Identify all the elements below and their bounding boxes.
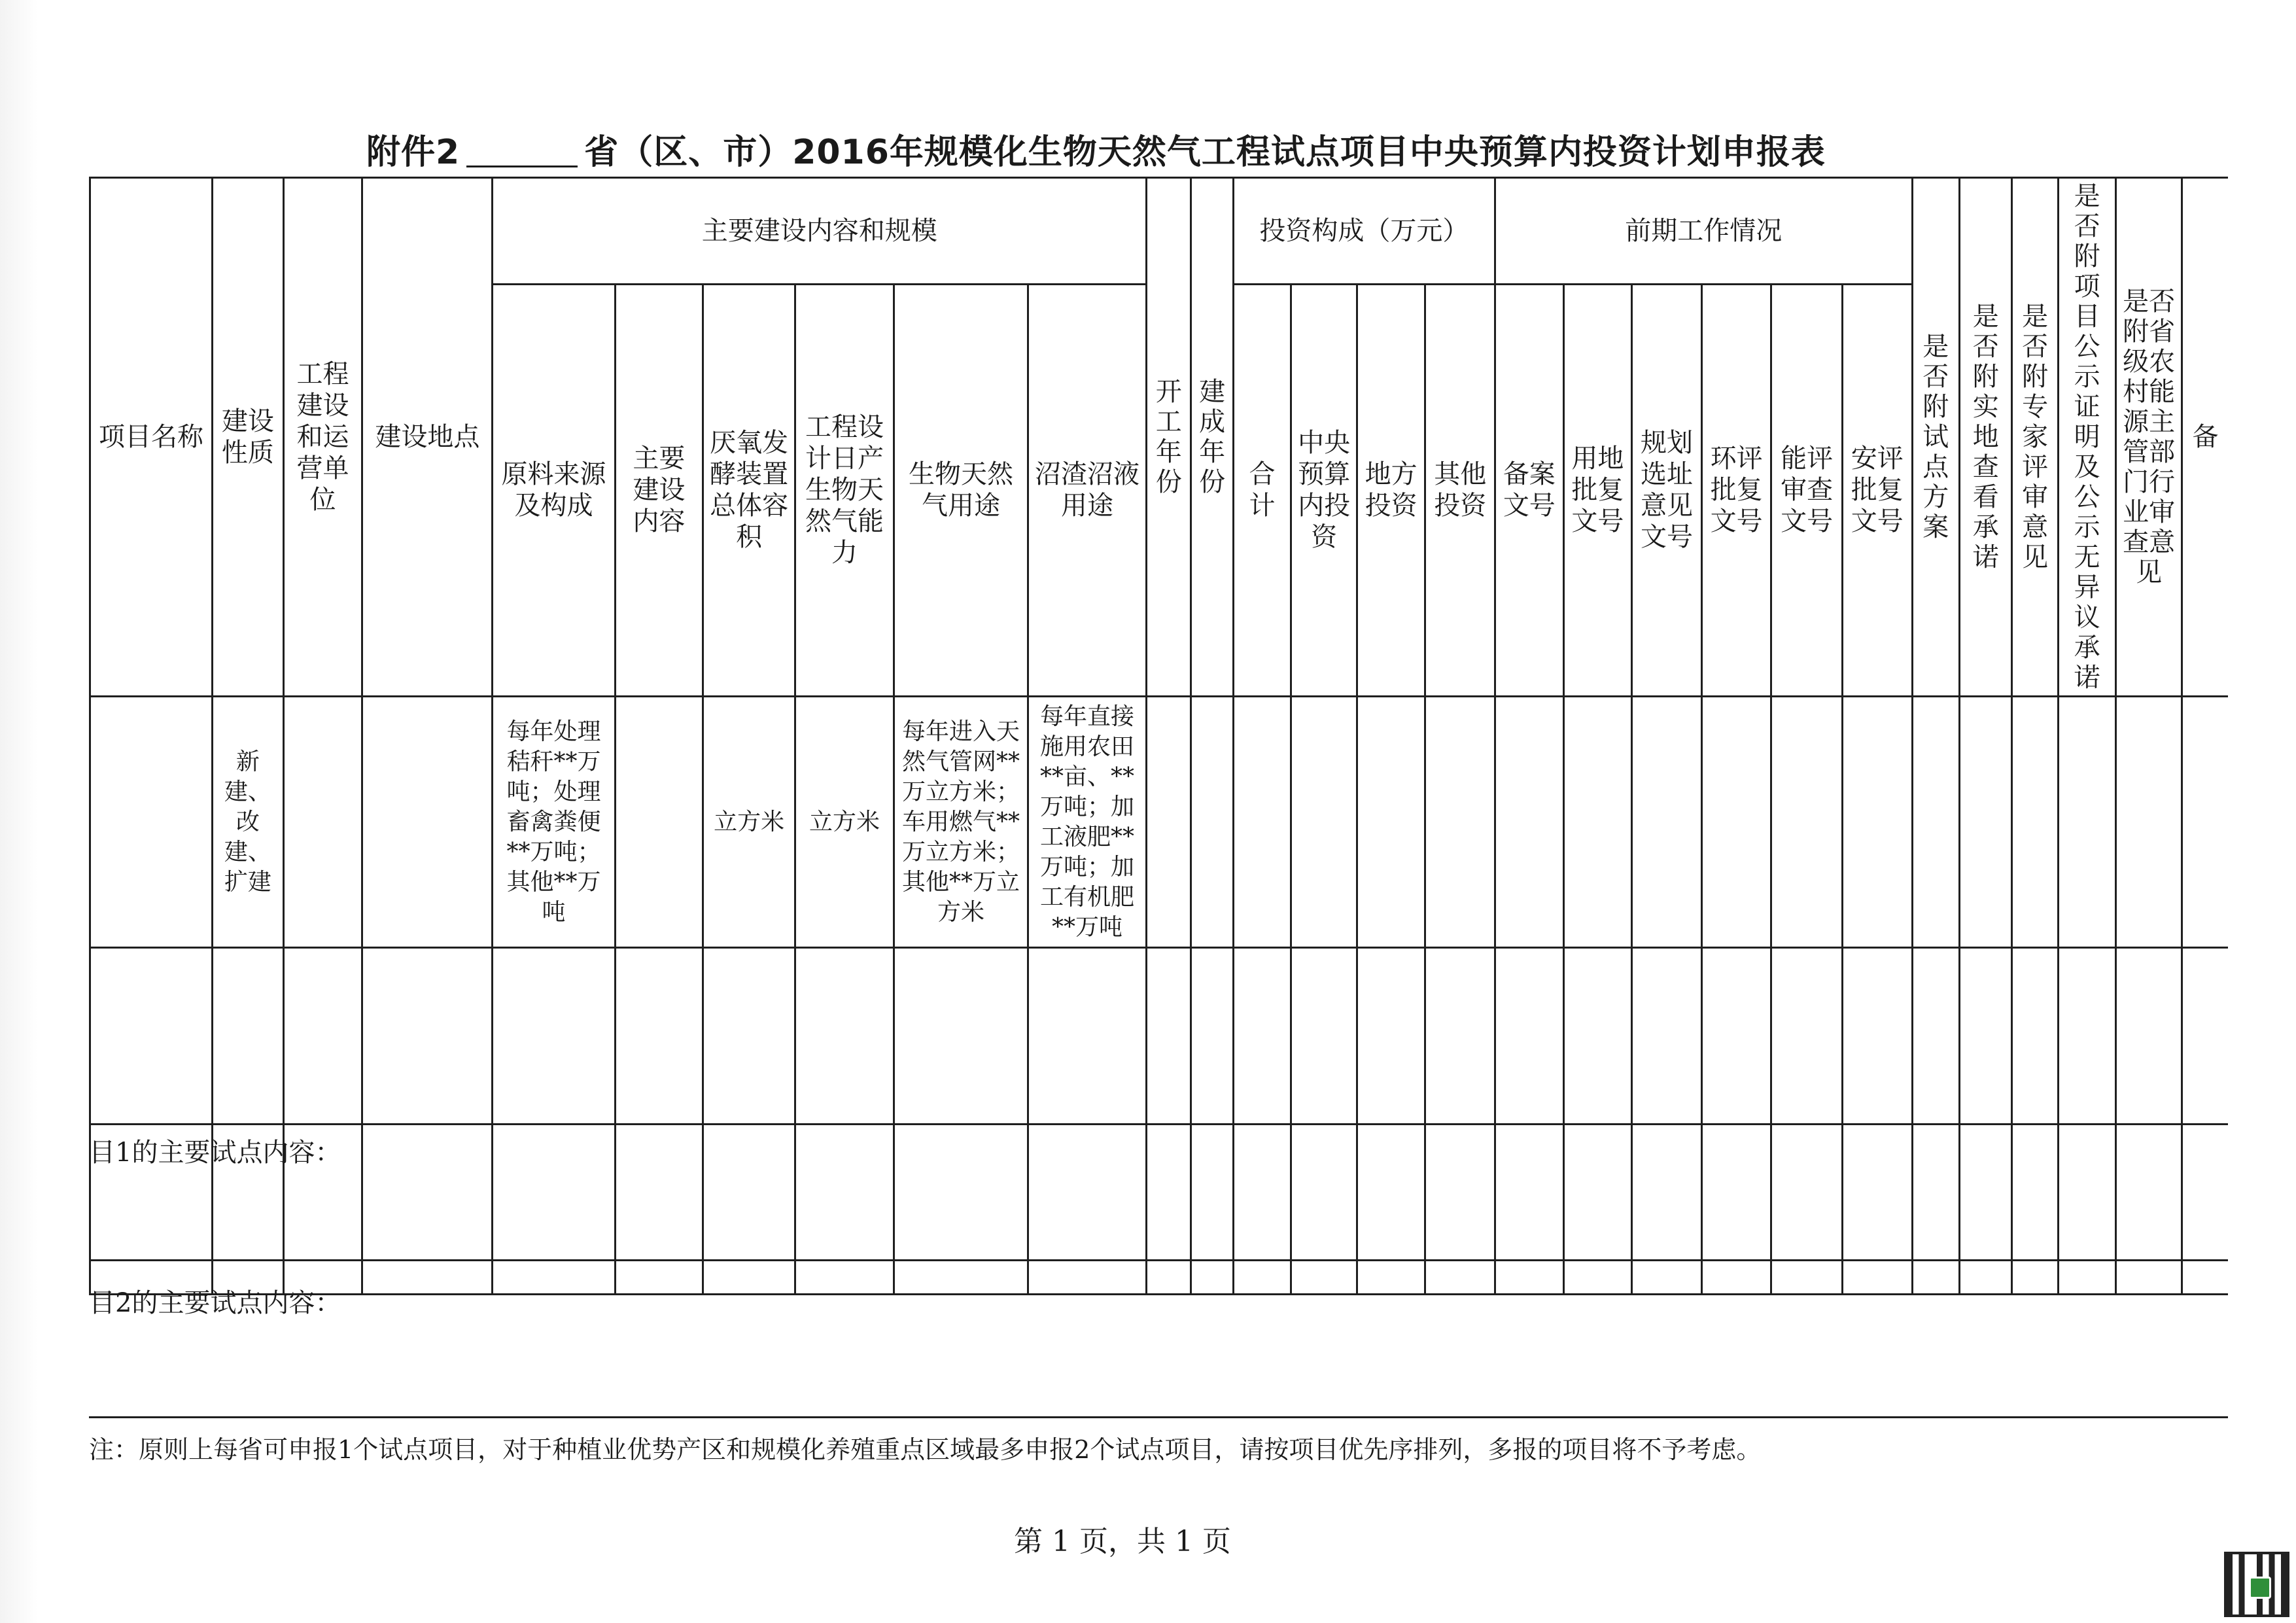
header-residue-use: 沼渣沼液用途 xyxy=(1028,284,1147,696)
cell-empty xyxy=(1357,697,1425,948)
cell-empty xyxy=(703,1125,795,1295)
cell-empty xyxy=(2116,948,2182,1125)
header-location: 建设地点 xyxy=(362,178,493,697)
cell-empty xyxy=(1147,948,1191,1125)
cell-empty xyxy=(2058,948,2116,1125)
header-construction-nature: 建设性质 xyxy=(213,178,284,697)
cell-empty xyxy=(1495,948,1564,1125)
application-table xyxy=(89,177,2228,1295)
cell-empty xyxy=(1191,948,1233,1125)
cell-empty xyxy=(1632,1125,1702,1295)
cell-empty xyxy=(1233,697,1291,948)
divider xyxy=(89,1259,2228,1261)
cell-main-content xyxy=(615,697,703,948)
header-site-check: 是否附实地查看承诺 xyxy=(1959,178,2011,697)
cell-raw-material: 每年处理秸秆**万吨；处理畜禽粪便**万吨；其他**万吨 xyxy=(493,697,615,948)
cell-empty xyxy=(2058,697,2116,948)
header-filing: 备案文号 xyxy=(1495,284,1564,696)
title-main: 省（区、市）2016年规模化生物天然气工程试点项目中央预算内投资计划申报表 xyxy=(584,133,1826,172)
cell-empty xyxy=(1842,1125,1912,1295)
cell-empty xyxy=(894,948,1028,1125)
cell-empty xyxy=(1912,697,1959,948)
header-pilot-plan: 是否附试点方案 xyxy=(1912,178,1959,697)
cell-biogas-use: 每年进入天然气管网**万立方米；车用燃气**万立方米；其他**万立方米 xyxy=(894,697,1028,948)
header-eia: 环评批复文号 xyxy=(1701,284,1771,696)
qr-code-icon xyxy=(2224,1552,2289,1617)
cell-empty xyxy=(213,948,284,1125)
cell-empty xyxy=(1563,697,1632,948)
header-provincial-review: 是否附省级农村能源主管部门行业审查意见 xyxy=(2116,178,2182,697)
cell-empty xyxy=(1147,697,1191,948)
project1-pilot-content: 目1的主要试点内容： xyxy=(89,1138,341,1168)
cell-empty xyxy=(1425,697,1495,948)
divider xyxy=(89,1416,2228,1418)
cell-empty xyxy=(2182,1125,2228,1295)
cell-empty xyxy=(362,1125,493,1295)
header-total: 合计 xyxy=(1233,284,1291,696)
cell-empty xyxy=(615,948,703,1125)
header-investment-group: 投资构成（万元） xyxy=(1233,178,1495,285)
cell-empty xyxy=(1028,1125,1147,1295)
cell-empty xyxy=(1912,1125,1959,1295)
cell-empty xyxy=(2116,697,2182,948)
cell-empty xyxy=(493,1125,615,1295)
cell-empty xyxy=(362,948,493,1125)
header-main-content: 主要建设内容 xyxy=(615,284,703,696)
cell-empty xyxy=(1291,697,1357,948)
header-local: 地方投资 xyxy=(1357,284,1425,696)
cell-project-name xyxy=(90,697,213,948)
header-project-name: 项目名称 xyxy=(90,178,213,697)
cell-empty xyxy=(1147,1125,1191,1295)
header-remarks: 备 xyxy=(2182,178,2228,697)
cell-empty xyxy=(795,1125,894,1295)
cell-empty xyxy=(283,948,362,1125)
header-raw-material: 原料来源及构成 xyxy=(493,284,615,696)
header-publicity: 是否附项目公示证明及公示无异议承诺 xyxy=(2058,178,2116,697)
cell-empty xyxy=(2116,1125,2182,1295)
project2-pilot-content: 目2的主要试点内容： xyxy=(89,1288,341,1318)
cell-empty xyxy=(703,948,795,1125)
cell-empty xyxy=(1842,697,1912,948)
cell-empty xyxy=(1563,1125,1632,1295)
header-operator: 工程建设和运营单位 xyxy=(283,178,362,697)
cell-empty xyxy=(1632,697,1702,948)
cell-empty xyxy=(1425,948,1495,1125)
header-planning: 规划选址意见文号 xyxy=(1632,284,1702,696)
cell-empty xyxy=(1291,948,1357,1125)
header-energy: 能评审查文号 xyxy=(1771,284,1843,696)
cell-empty xyxy=(493,948,615,1125)
cell-empty xyxy=(2012,1125,2058,1295)
cell-empty xyxy=(1701,948,1771,1125)
footnote: 注：原则上每省可申报1个试点项目，对于种植业优势产区和规模化养殖重点区域最多申报2个试点项目，请按项目优先序排列，多报的项目将不予考虑。 xyxy=(89,1435,1762,1464)
header-other: 其他投资 xyxy=(1425,284,1495,696)
cell-empty xyxy=(1771,1125,1843,1295)
cell-empty xyxy=(1233,948,1291,1125)
header-main-group: 主要建设内容和规模 xyxy=(493,178,1147,285)
cell-empty xyxy=(90,948,213,1125)
cell-empty xyxy=(2182,948,2228,1125)
header-biogas-use: 生物天然气用途 xyxy=(894,284,1028,696)
cell-empty xyxy=(1771,948,1843,1125)
cell-empty xyxy=(1959,948,2011,1125)
cell-empty xyxy=(1425,1125,1495,1295)
header-daily-capacity: 工程设计日产生物天然气能力 xyxy=(795,284,894,696)
cell-empty xyxy=(1495,1125,1564,1295)
header-completion-year: 建成年份 xyxy=(1191,178,1233,697)
cell-empty xyxy=(615,1125,703,1295)
cell-empty xyxy=(894,1125,1028,1295)
cell-digester-volume: 立方米 xyxy=(703,697,795,948)
cell-empty xyxy=(1357,948,1425,1125)
header-expert-review: 是否附专家评审意见 xyxy=(2012,178,2058,697)
table-row xyxy=(90,948,2229,1125)
document-title xyxy=(366,124,1826,173)
cell-empty xyxy=(1959,1125,2011,1295)
cell-daily-capacity: 立方米 xyxy=(795,697,894,948)
cell-empty xyxy=(2182,697,2228,948)
cell-empty xyxy=(795,948,894,1125)
table-row xyxy=(90,1125,2229,1295)
province-blank xyxy=(466,137,578,167)
cell-empty xyxy=(2058,1125,2116,1295)
cell-empty xyxy=(1233,1125,1291,1295)
cell-empty xyxy=(1632,948,1702,1125)
header-land: 用地批复文号 xyxy=(1563,284,1632,696)
table-row xyxy=(90,697,2229,948)
header-safety: 安评批复文号 xyxy=(1842,284,1912,696)
cell-empty xyxy=(1191,1125,1233,1295)
cell-empty xyxy=(1291,1125,1357,1295)
cell-empty xyxy=(1028,948,1147,1125)
cell-empty xyxy=(1563,948,1632,1125)
cell-empty xyxy=(1959,697,2011,948)
cell-empty xyxy=(1771,697,1843,948)
header-central: 中央预算内投资 xyxy=(1291,284,1357,696)
cell-empty xyxy=(2012,697,2058,948)
cell-empty xyxy=(1191,697,1233,948)
cell-operator xyxy=(283,697,362,948)
cell-empty xyxy=(1842,948,1912,1125)
cell-location xyxy=(362,697,493,948)
scan-edge-shadow xyxy=(0,0,38,1623)
cell-empty xyxy=(1701,697,1771,948)
cell-empty xyxy=(1701,1125,1771,1295)
header-digester-volume: 厌氧发酵装置总体容积 xyxy=(703,284,795,696)
cell-empty xyxy=(1912,948,1959,1125)
title-prefix: 附件2 xyxy=(366,133,461,172)
cell-empty xyxy=(1357,1125,1425,1295)
cell-construction-nature: 新建、改建、扩建 xyxy=(213,697,284,948)
header-start-year: 开工年份 xyxy=(1147,178,1191,697)
cell-empty xyxy=(1495,697,1564,948)
cell-residue-use: 每年直接施用农田**亩、**万吨；加工液肥**万吨；加工有机肥**万吨 xyxy=(1028,697,1147,948)
header-prework-group: 前期工作情况 xyxy=(1495,178,1913,285)
cell-empty xyxy=(2012,948,2058,1125)
page-number: 第 1 页，共 1 页 xyxy=(1014,1525,1231,1558)
